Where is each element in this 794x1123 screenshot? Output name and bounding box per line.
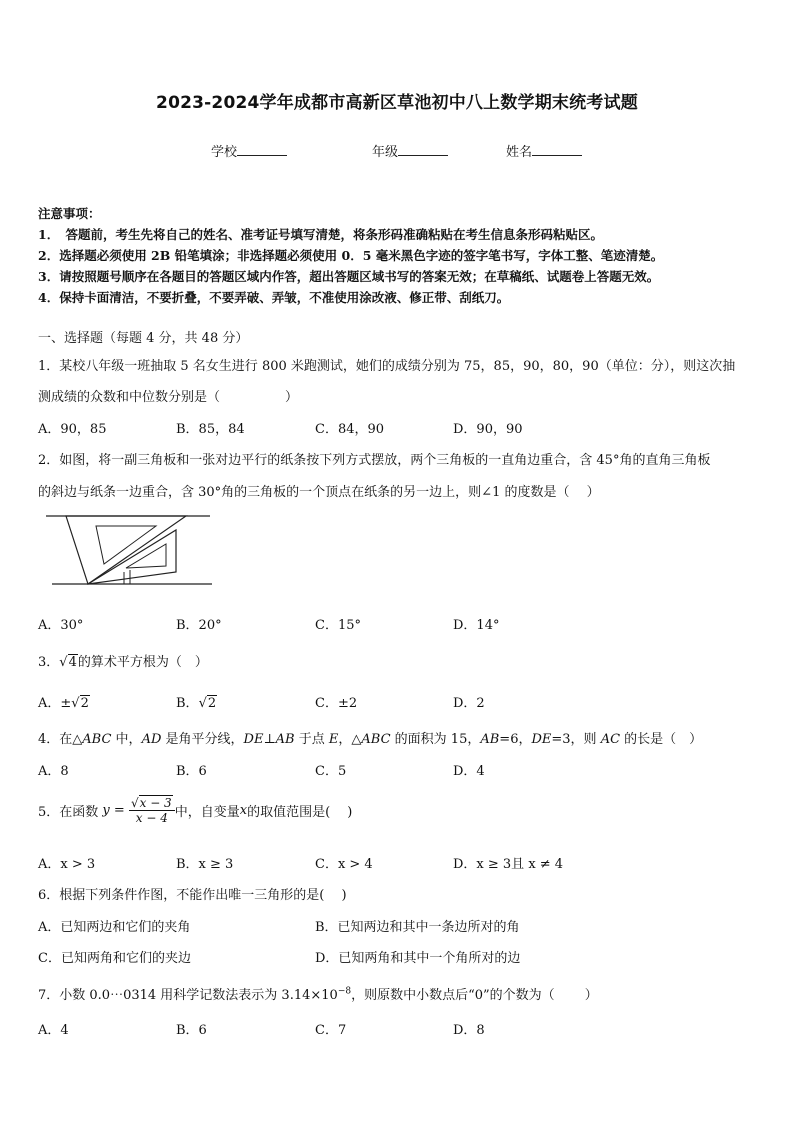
school-label: 学校: [211, 145, 238, 160]
question-5-line: [38, 796, 352, 825]
q4-var: AB: [275, 732, 295, 747]
q4-option-c[interactable]: C．5: [315, 764, 347, 779]
name-field: [506, 141, 582, 160]
q4-text: 4．在△: [38, 732, 83, 747]
school-blank[interactable]: [237, 143, 287, 156]
question-3-line: [38, 651, 208, 670]
section-heading: 一、选择题（每题 4 分，共 48 分）: [38, 331, 249, 346]
q2-option-b[interactable]: B．20°: [176, 618, 222, 633]
q4-text: =6，: [499, 732, 532, 747]
page-title: 2023-2024学年成都市高新区草池初中八上数学期末统考试题: [156, 93, 638, 113]
q3-option-a-label: A．: [38, 696, 61, 711]
q7-text: ，则原数中小数点后“0”的个数为（ ）: [351, 988, 598, 1003]
q5-text: 中，自变量: [174, 805, 240, 820]
q4-text: 中，: [111, 732, 142, 747]
q7-option-d[interactable]: D．8: [453, 1023, 485, 1038]
q4-var: AC: [600, 732, 621, 747]
q7-option-b[interactable]: B．6: [176, 1023, 207, 1038]
q5-var: x: [239, 803, 248, 818]
q6-option-c[interactable]: C．已知两角和它们的夹边: [38, 951, 191, 966]
q2-option-d[interactable]: D．14°: [453, 618, 500, 633]
notice-item: 3．请按照题号顺序在各题目的答题区域内作答，超出答题区域书写的答案无效；在草稿纸、试题卷上答题无效。: [38, 269, 660, 284]
q5-equals: =: [109, 803, 129, 818]
question-1-line-2: 测成绩的众数和中位数分别是（ ）: [38, 390, 299, 405]
q4-text: =3，则: [551, 732, 601, 747]
q4-text: 于点: [294, 732, 329, 747]
sqrt-icon: √: [130, 796, 139, 810]
q5-fraction: [129, 796, 175, 825]
q3-option-b[interactable]: [176, 692, 217, 711]
name-label: 姓名: [506, 145, 533, 160]
q3-option-a-radicand: 2: [80, 696, 89, 711]
q2-option-a[interactable]: A．30°: [38, 618, 84, 633]
notice-item: 2．选择题必须使用 2B 铅笔填涂；非选择题必须使用 0．5 毫米黑色字迹的签字笔书写，字体工整、笔迹清楚。: [38, 248, 664, 263]
q1-option-d[interactable]: D．90，90: [453, 422, 523, 437]
grade-label: 年级: [372, 145, 399, 160]
q5-function-y: y: [102, 803, 110, 818]
sqrt-icon: √: [198, 696, 207, 711]
q4-var: ABC: [82, 732, 112, 747]
question-7-line: [38, 984, 598, 1003]
q3-stem: 的算术平方根为（ ）: [77, 655, 208, 670]
notice-item: 4．保持卡面清洁，不要折叠，不要弄破、弄皱，不准使用涂改液、修正带、刮纸刀。: [38, 290, 510, 305]
notice-heading: 注意事项：: [38, 206, 101, 221]
sqrt-icon: √: [71, 696, 80, 711]
q3-number: 3．: [38, 655, 60, 670]
q4-option-d[interactable]: D．4: [453, 764, 485, 779]
q5-option-d[interactable]: D．x ≥ 3且 x ≠ 4: [453, 857, 564, 872]
question-4-line: [38, 728, 702, 747]
q3-option-b-radicand: 2: [207, 696, 217, 711]
q7-exponent: −8: [337, 986, 352, 997]
sqrt-icon: √: [59, 655, 68, 670]
question-1-line-1: 1．某校八年级一班抽取 5 名女生进行 800 米跑测试，她们的成绩分别为 75，85，90，80，90（单位：分），则这次抽: [38, 359, 736, 374]
q4-var: ABC: [361, 732, 391, 747]
q5-numerator: x − 3: [139, 796, 172, 810]
triangle-ruler-figure: [44, 508, 214, 590]
question-6-line: 6．根据下列条件作图，不能作出唯一三角形的是( ): [38, 888, 347, 903]
q3-option-c[interactable]: C．±2: [315, 696, 358, 711]
triangle-30-inner: [126, 544, 166, 568]
q3-option-a-pm: ±: [60, 696, 72, 711]
q4-text: 是角平分线，: [161, 732, 244, 747]
q7-text: 7．小数 0.0⋯0314 用科学记数法表示为 3.14×10: [38, 988, 338, 1003]
q4-var: AD: [141, 732, 162, 747]
q2-option-c[interactable]: C．15°: [315, 618, 361, 633]
q1-option-b[interactable]: B．85，84: [176, 422, 245, 437]
q5-option-b[interactable]: B．x ≥ 3: [176, 857, 234, 872]
q4-text: ，△: [338, 732, 362, 747]
grade-field: [372, 141, 448, 160]
q5-text: 5．在函数: [38, 805, 99, 820]
triangle-30-outer: [88, 530, 176, 584]
q1-option-c[interactable]: C．84，90: [315, 422, 385, 437]
q4-text: 的长是（ ）: [620, 732, 703, 747]
q7-option-a[interactable]: A．4: [38, 1023, 69, 1038]
q5-denominator: x − 4: [135, 811, 168, 825]
q4-option-a[interactable]: A．8: [38, 764, 69, 779]
q7-option-c[interactable]: C．7: [315, 1023, 347, 1038]
q5-text: 的取值范围是( ): [247, 805, 353, 820]
q4-text: 的面积为 15，: [390, 732, 481, 747]
q4-text: ⊥: [263, 732, 276, 747]
name-blank[interactable]: [532, 143, 582, 156]
q4-var: DE: [531, 732, 552, 747]
notice-item: 1． 答题前，考生先将自己的姓名、准考证号填写清楚，将条形码准确粘贴在考生信息条形码粘贴区。: [38, 227, 603, 242]
q3-option-d[interactable]: D．2: [453, 696, 485, 711]
q4-var: DE: [243, 732, 264, 747]
school-field: [211, 141, 287, 160]
q3-option-a[interactable]: [38, 692, 90, 711]
q4-option-b[interactable]: B．6: [176, 764, 207, 779]
q6-option-a[interactable]: A．已知两边和它们的夹角: [38, 920, 191, 935]
q6-option-b[interactable]: B．已知两边和其中一条边所对的角: [315, 920, 520, 935]
q4-var: E: [328, 732, 339, 747]
grade-blank[interactable]: [398, 143, 448, 156]
q5-option-c[interactable]: C．x > 4: [315, 857, 373, 872]
q1-option-a[interactable]: A．90，85: [38, 422, 107, 437]
q3-option-b-label: B．: [176, 696, 199, 711]
q3-radicand: 4: [68, 655, 77, 670]
q4-var: AB: [480, 732, 500, 747]
q5-option-a[interactable]: A．x > 3: [38, 857, 96, 872]
question-2-line-1: 2．如图，将一副三角板和一张对边平行的纸条按下列方式摆放，两个三角板的一直角边重合，含 45°角的直角三角板: [38, 453, 711, 468]
question-2-line-2: 的斜边与纸条一边重合，含 30°角的三角板的一个顶点在纸条的另一边上，则∠1 的度数是（ ）: [38, 485, 600, 500]
q6-option-d[interactable]: D．已知两角和其中一个角所对的边: [315, 951, 521, 966]
